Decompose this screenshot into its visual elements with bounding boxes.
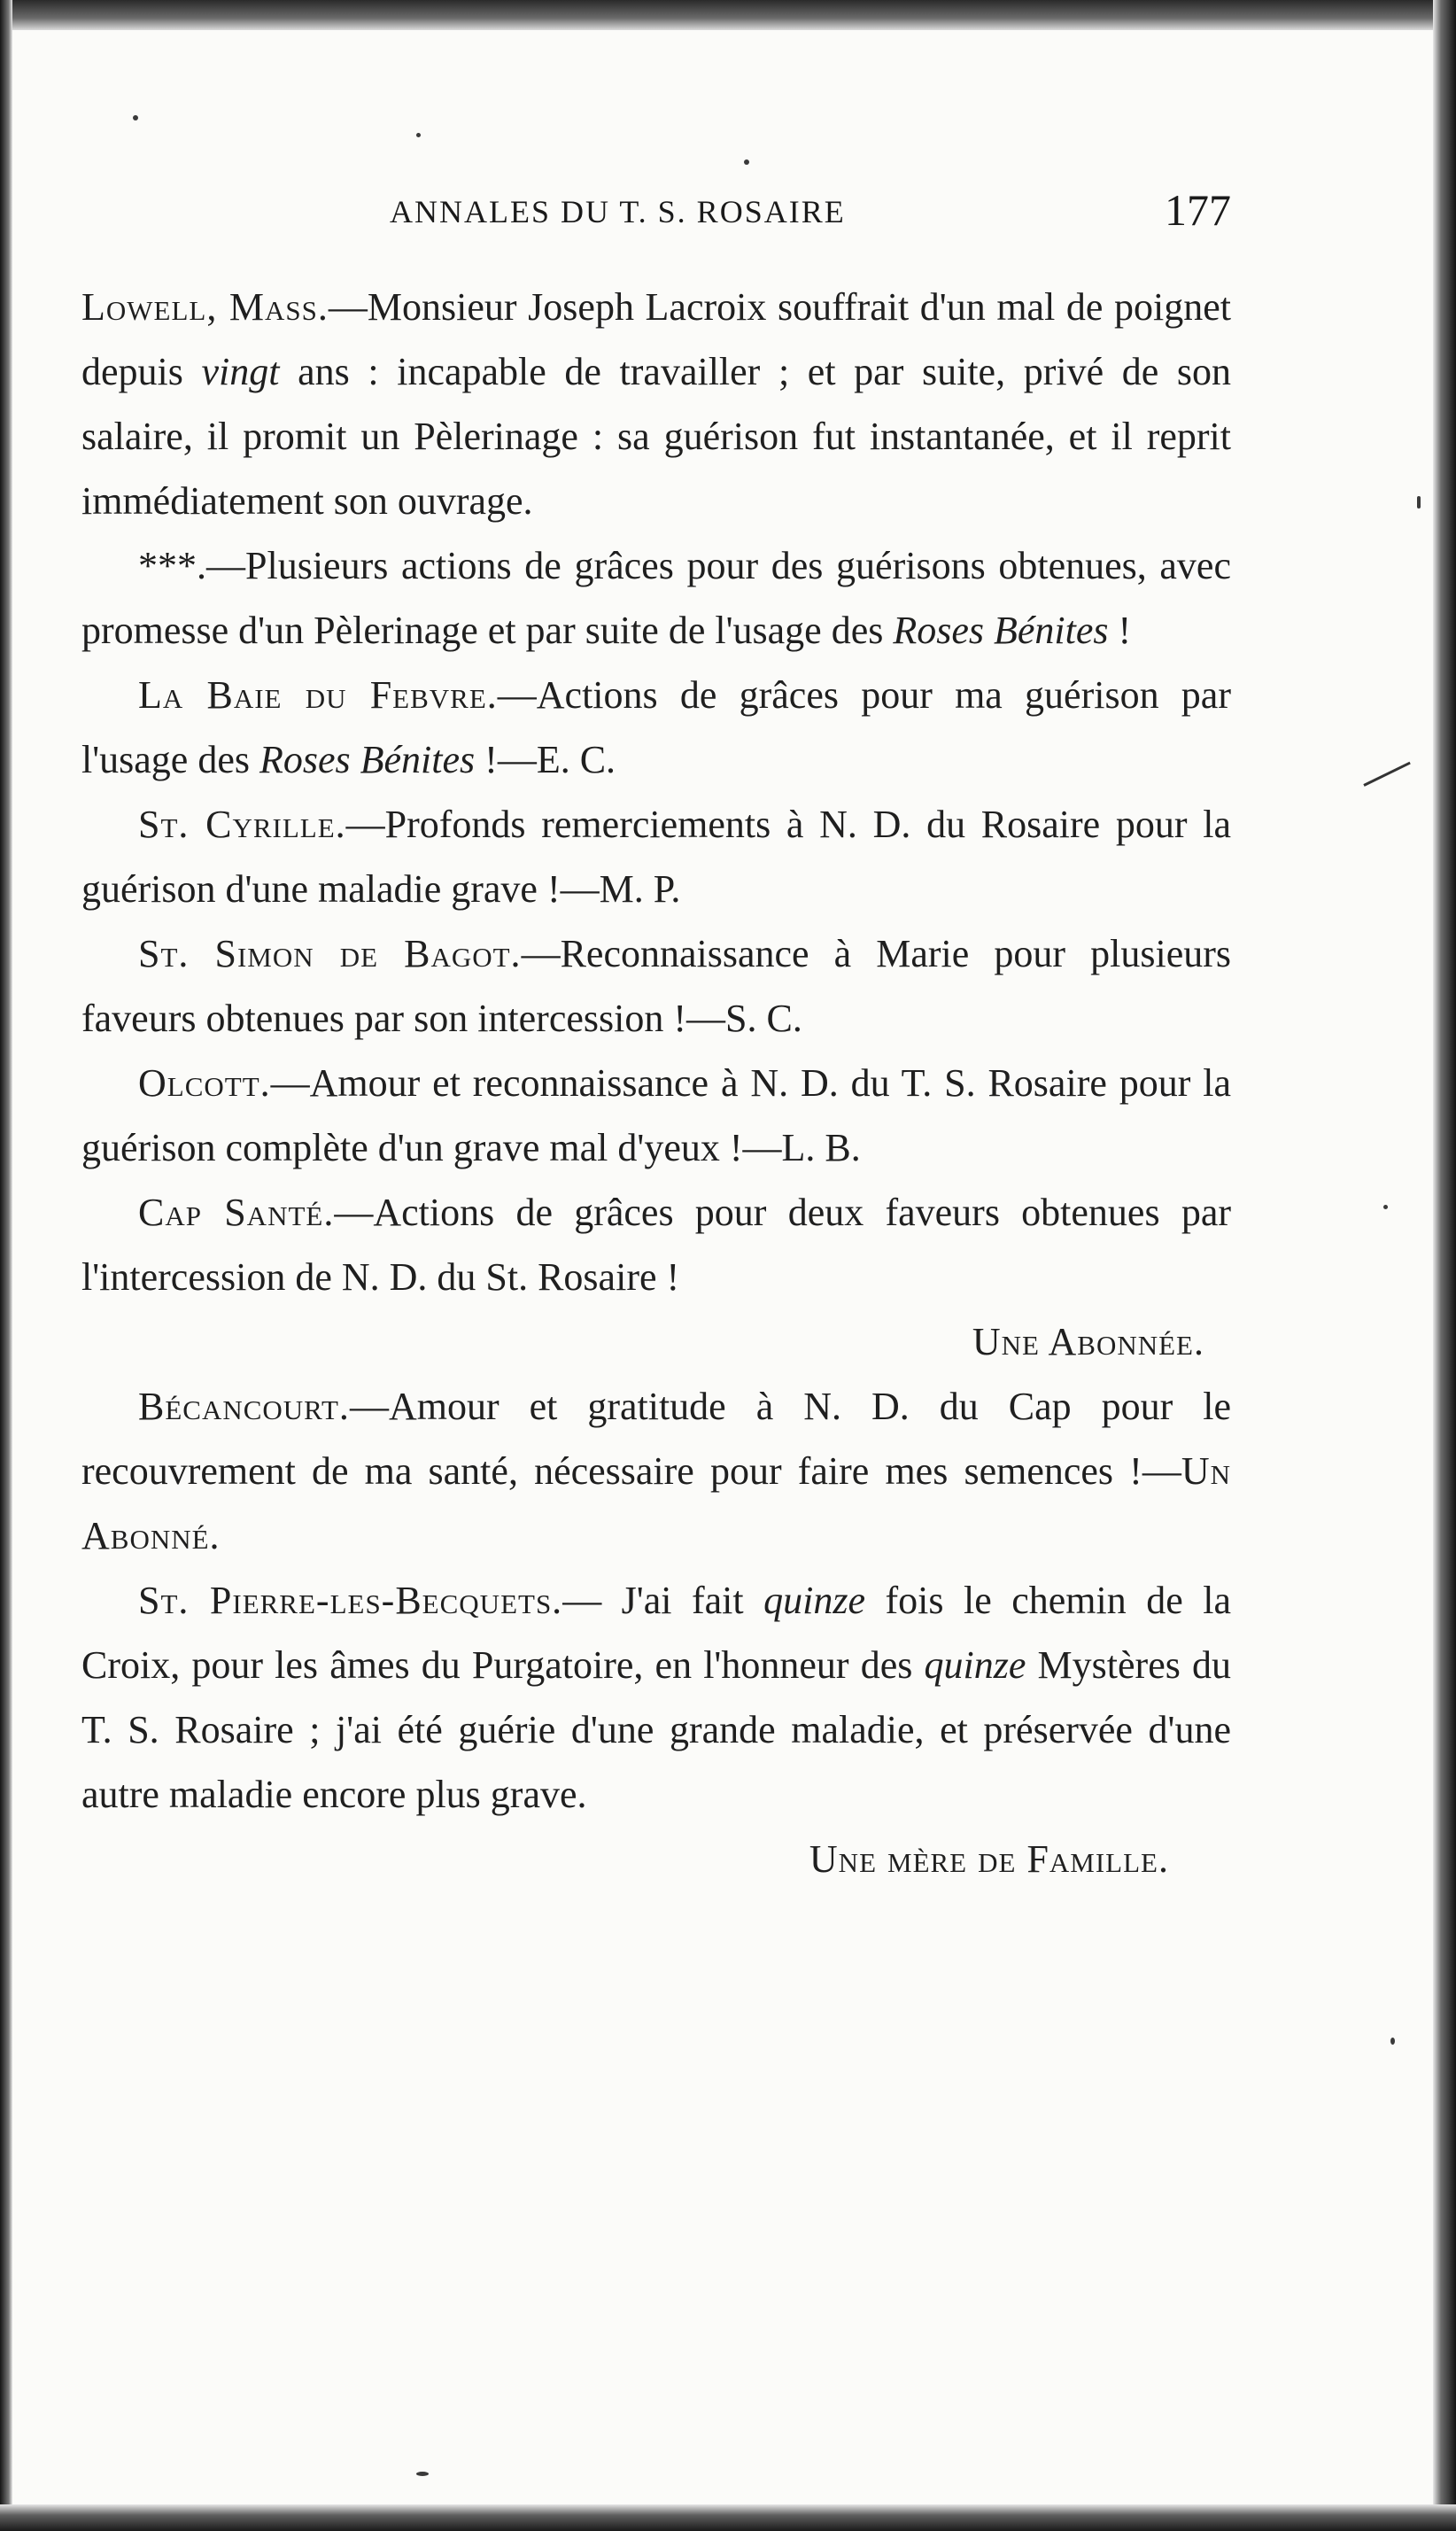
entry-place: Cap Santé. (138, 1191, 335, 1234)
entry-emphasis: Roses Bénites (259, 738, 476, 781)
entry-emphasis: quinze (924, 1643, 1026, 1687)
entry-text: —Actions de grâces pour ma guérison par l'usage des (81, 673, 1231, 781)
entry-text: — J'ai fait (562, 1579, 764, 1622)
entry-baie-du-febvre (81, 663, 1231, 792)
scan-speck (1417, 496, 1421, 509)
entry-anonymous (81, 533, 1231, 663)
entry-text: —Profonds remerciements à N. D. du Rosaire pour la guérison d'une maladie grave !—M. P. (81, 803, 1232, 911)
entry-emphasis: quinze (763, 1579, 865, 1622)
entry-lowell (81, 275, 1231, 533)
entry-st-pierre (81, 1568, 1231, 1827)
body-text (81, 275, 1231, 1891)
entry-st-cyrille (81, 792, 1231, 921)
page-number: 177 (1165, 185, 1231, 235)
scan-speck (744, 159, 749, 165)
entry-text: ans : incapable de travailler ; et par suite, privé de son salaire, il promit un Pèlerinage : sa guérison fut instantanée, et il reprit immédiatement son ouvrage. (81, 350, 1231, 523)
entry-st-simon (81, 921, 1231, 1051)
scan-border-bottom (0, 2504, 1456, 2531)
entry-text: ! (1108, 609, 1132, 652)
entry-signature: Une mère de Famille. (809, 1837, 1169, 1881)
scan-speck (1390, 2038, 1395, 2045)
entry-text: —Actions de grâces pour deux faveurs obtenues par l'intercession de N. D. du St. Rosaire ! (81, 1191, 1231, 1299)
entry-place: St. Cyrille. (138, 803, 346, 846)
entry-text: —Amour et reconnaissance à N. D. du T. S. Rosaire pour la guérison complète d'un grave mal d'yeux !—L. B. (81, 1061, 1231, 1169)
entry-place: ***. (138, 544, 206, 587)
entry-place: St. Pierre-les-Becquets. (138, 1579, 563, 1622)
running-head: ANNALES DU T. S. ROSAIRE (390, 194, 846, 229)
entry-place: St. Simon de Bagot. (138, 932, 522, 975)
scan-border-left (0, 0, 12, 2531)
scan-stroke (1363, 762, 1410, 787)
entry-place: Lowell, Mass. (81, 285, 329, 329)
entry-signature: Une Abonnée. (972, 1320, 1204, 1363)
entry-emphasis: vingt (201, 350, 280, 393)
entry-place: Bécancourt. (138, 1385, 350, 1428)
scan-border-right (1433, 0, 1456, 2531)
entry-place: Olcott. (138, 1061, 271, 1105)
scan-speck (416, 133, 421, 137)
entry-place: La Baie du Febvre. (138, 673, 498, 717)
entry-text: Mystères du T. S. Rosaire ; j'ai été guérie d'une grande maladie, et préservée d'une autre maladie encore plus grave. (81, 1643, 1231, 1816)
entry-text: fois le chemin de la Croix, pour les âmes du Purgatoire, en l'honneur des (81, 1579, 1232, 1687)
entry-signature: Un Abonné. (81, 1449, 1231, 1557)
entry-text: —Reconnaissance à Marie pour plusieurs faveurs obtenues par son intercession !—S. C. (81, 932, 1231, 1040)
entry-emphasis: Roses Bénites (893, 609, 1109, 652)
entry-becancourt (81, 1374, 1231, 1568)
entry-text: —Amour et gratitude à N. D. du Cap pour le recouvrement de ma santé, nécessaire pour faire mes semences !— (81, 1385, 1231, 1493)
page-header (89, 184, 1231, 246)
entry-text: —Plusieurs actions de grâces pour des guérisons obtenues, avec promesse d'un Pèlerinage et par suite de l'usage des (81, 544, 1231, 652)
scan-speck (1383, 1205, 1388, 1209)
entry-olcott (81, 1051, 1231, 1180)
scan-speck (133, 115, 138, 120)
scan-border-top (0, 0, 1456, 30)
scan-speck (416, 2472, 429, 2476)
entry-text: —Monsieur Joseph Lacroix souffrait d'un mal de poignet depuis (81, 285, 1231, 393)
entry-cap-sante (81, 1180, 1231, 1309)
entry-text: !—E. C. (475, 738, 616, 781)
